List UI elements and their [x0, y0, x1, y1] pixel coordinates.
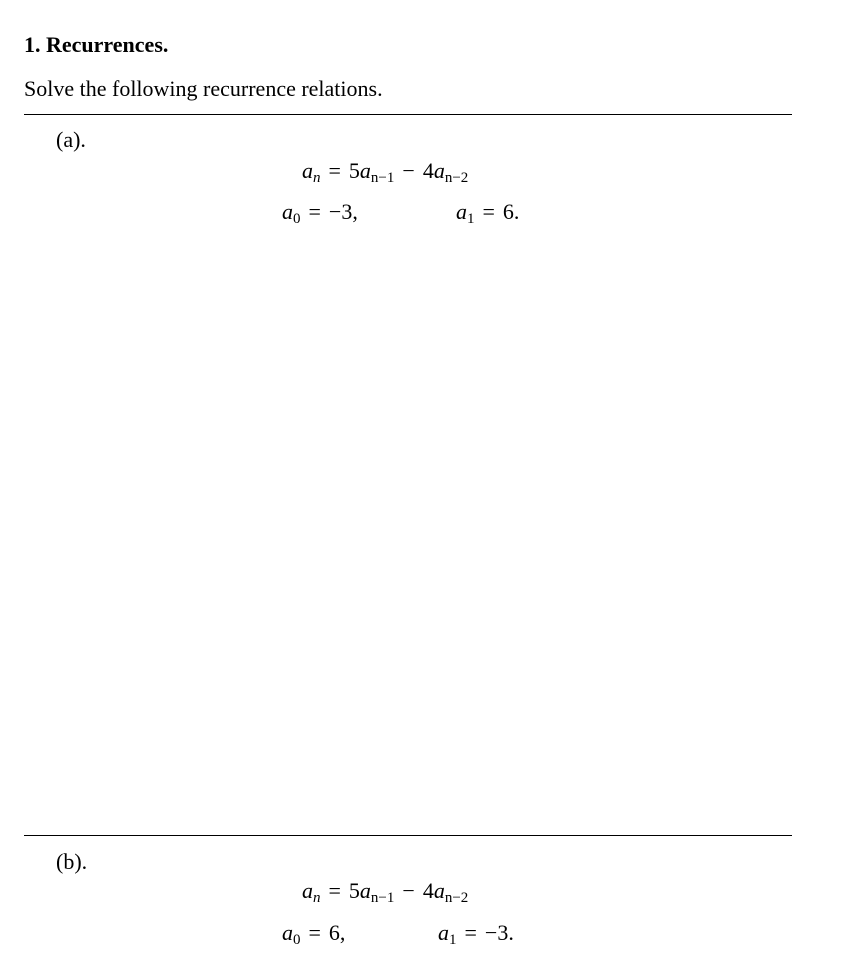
part-a-initial-1: $a_1 = 6$.: [456, 199, 520, 227]
problem-heading: 1. Recurrences.: [24, 32, 169, 57]
divider-middle: [24, 835, 792, 836]
part-b-initial-0: $a_0 = 6$,: [282, 920, 346, 948]
problem-instruction: Solve the following recurrence relations.: [24, 76, 383, 101]
divider-top: [24, 114, 792, 115]
part-a-initial-0: $a_0 = -3$,: [282, 199, 358, 227]
part-b-recurrence: $a_n = 5a_{n-1} - 4a_{n-2}$: [302, 878, 469, 906]
part-a-recurrence: $a_n = 5a_{n-1} - 4a_{n-2}$: [302, 158, 469, 186]
part-b-initial-1: $a_1 = -3$.: [438, 920, 514, 948]
part-a-label: (a).: [56, 127, 86, 152]
part-b-label: (b).: [56, 849, 88, 874]
